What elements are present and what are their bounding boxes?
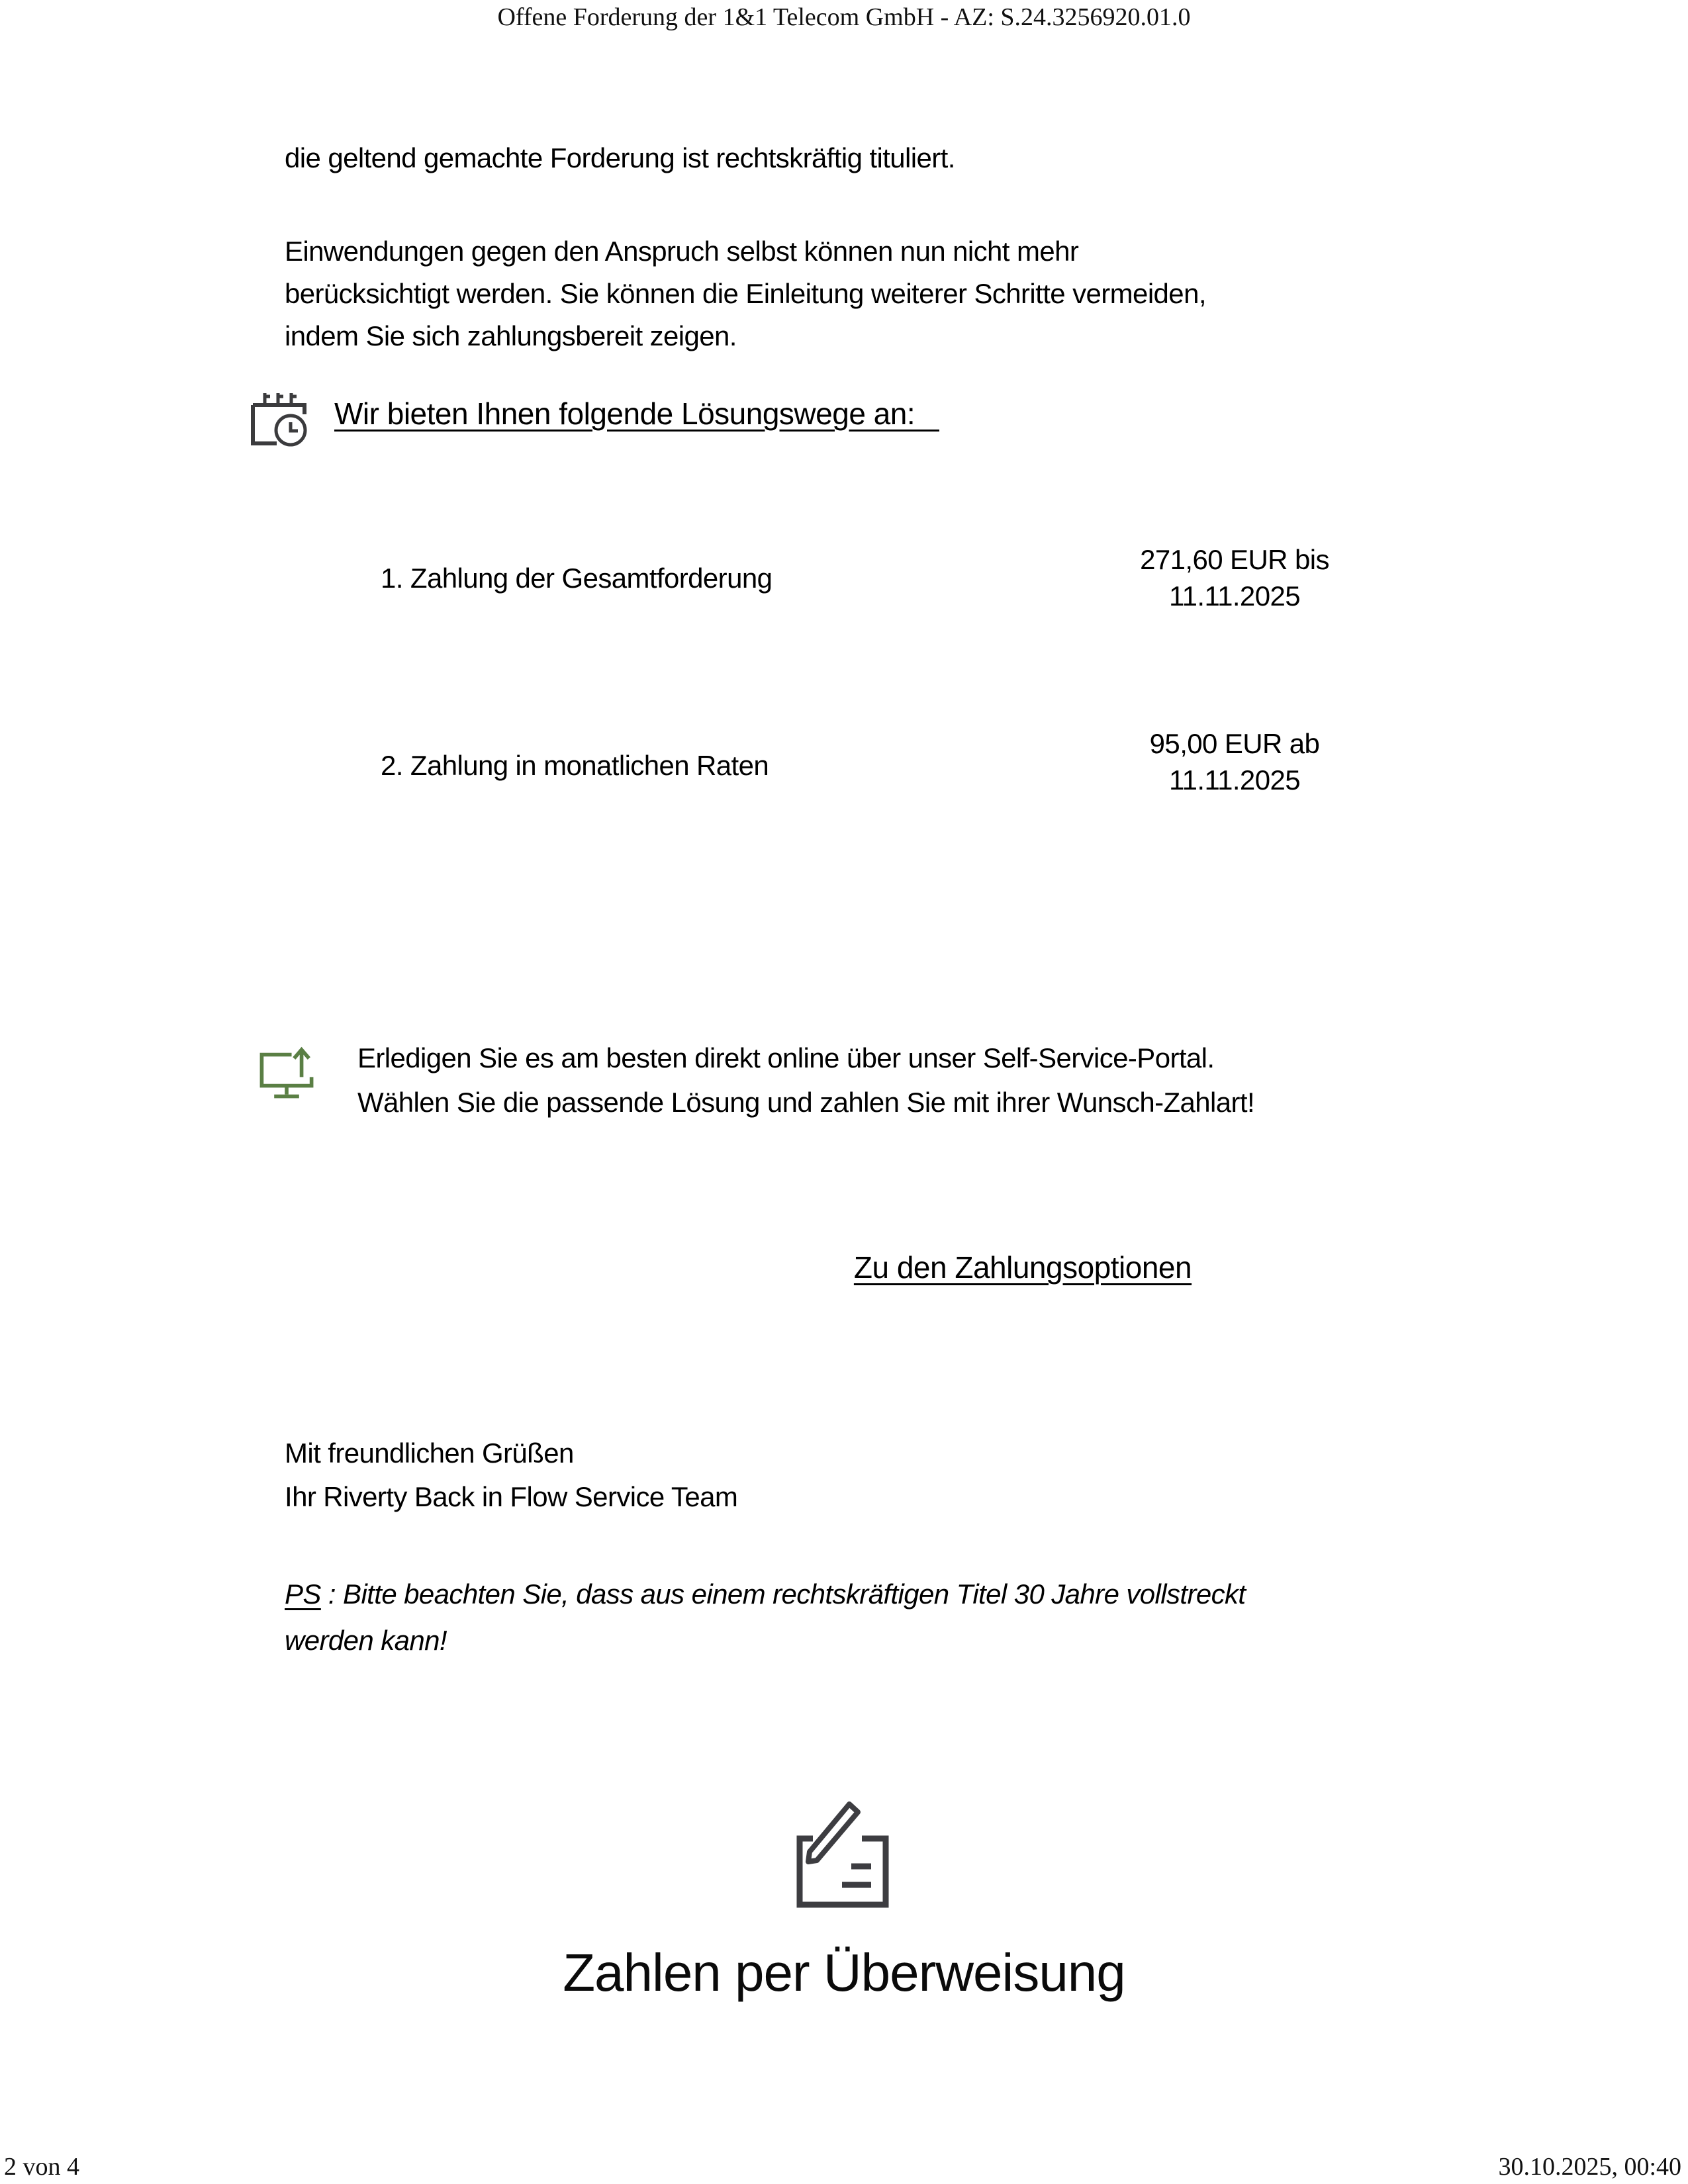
paragraph-line: Einwendungen gegen den Anspruch selbst können nun nicht mehr [285,236,1079,267]
option-1-amount-value: 271,60 EUR bis [1140,544,1329,575]
closing-block [285,1432,737,1519]
option-2-amount [1092,725,1377,798]
closing-team: Ihr Riverty Back in Flow Service Team [285,1481,738,1512]
monitor-upload-icon [256,1040,318,1105]
portal-line: Erledigen Sie es am besten direkt online über unser Self-Service-Portal. [357,1042,1215,1073]
ps-line-1 [285,1571,1246,1617]
transfer-heading: Zahlen per Überweisung [563,1943,1125,2002]
portal-paragraph [357,1036,1254,1124]
intro-line: die geltend gemachte Forderung ist rechtskräftig tituliert. [285,142,955,173]
print-timestamp: 30.10.2025, 00:40 [1498,2153,1681,2181]
option-1-label: 1. Zahlung der Gesamtforderung [381,563,773,594]
ps-text: : Bitte beachten Sie, dass aus einem rechtskräftigen Titel 30 Jahre vollstreckt [320,1578,1246,1610]
ps-note [285,1571,1246,1664]
option-1-amount-date: 11.11.2025 [1169,580,1300,612]
ps-line-2: werden kann! [285,1625,447,1656]
page-header-title: Offene Forderung der 1&1 Telecom GmbH - AZ: S.24.3256920.01.0 [497,3,1191,31]
calendar-clock-icon [246,388,312,455]
objections-paragraph [285,230,1206,357]
paragraph-line: indem Sie sich zahlungsbereit zeigen. [285,320,737,351]
solutions-heading: Wir bieten Ihnen folgende Lösungswege an: [334,396,939,431]
ps-label: PS [285,1578,321,1610]
closing-greeting: Mit freundlichen Grüßen [285,1437,574,1469]
option-2-label: 2. Zahlung in monatlichen Raten [381,750,769,781]
paragraph-line: berücksichtigt werden. Sie können die Einleitung weiterer Schritte vermeiden, [285,278,1206,309]
note-pencil-icon [793,1797,892,1915]
payment-options-link-row [725,1250,1321,1285]
option-2-amount-value: 95,00 EUR ab [1149,728,1320,759]
page-number: 2 von 4 [4,2153,79,2181]
option-1-amount [1092,541,1377,614]
payment-options-link[interactable]: Zu den Zahlungsoptionen [853,1250,1192,1285]
option-2-amount-date: 11.11.2025 [1169,764,1300,796]
portal-line: Wählen Sie die passende Lösung und zahlen Sie mit ihrer Wunsch-Zahlart! [357,1087,1255,1118]
